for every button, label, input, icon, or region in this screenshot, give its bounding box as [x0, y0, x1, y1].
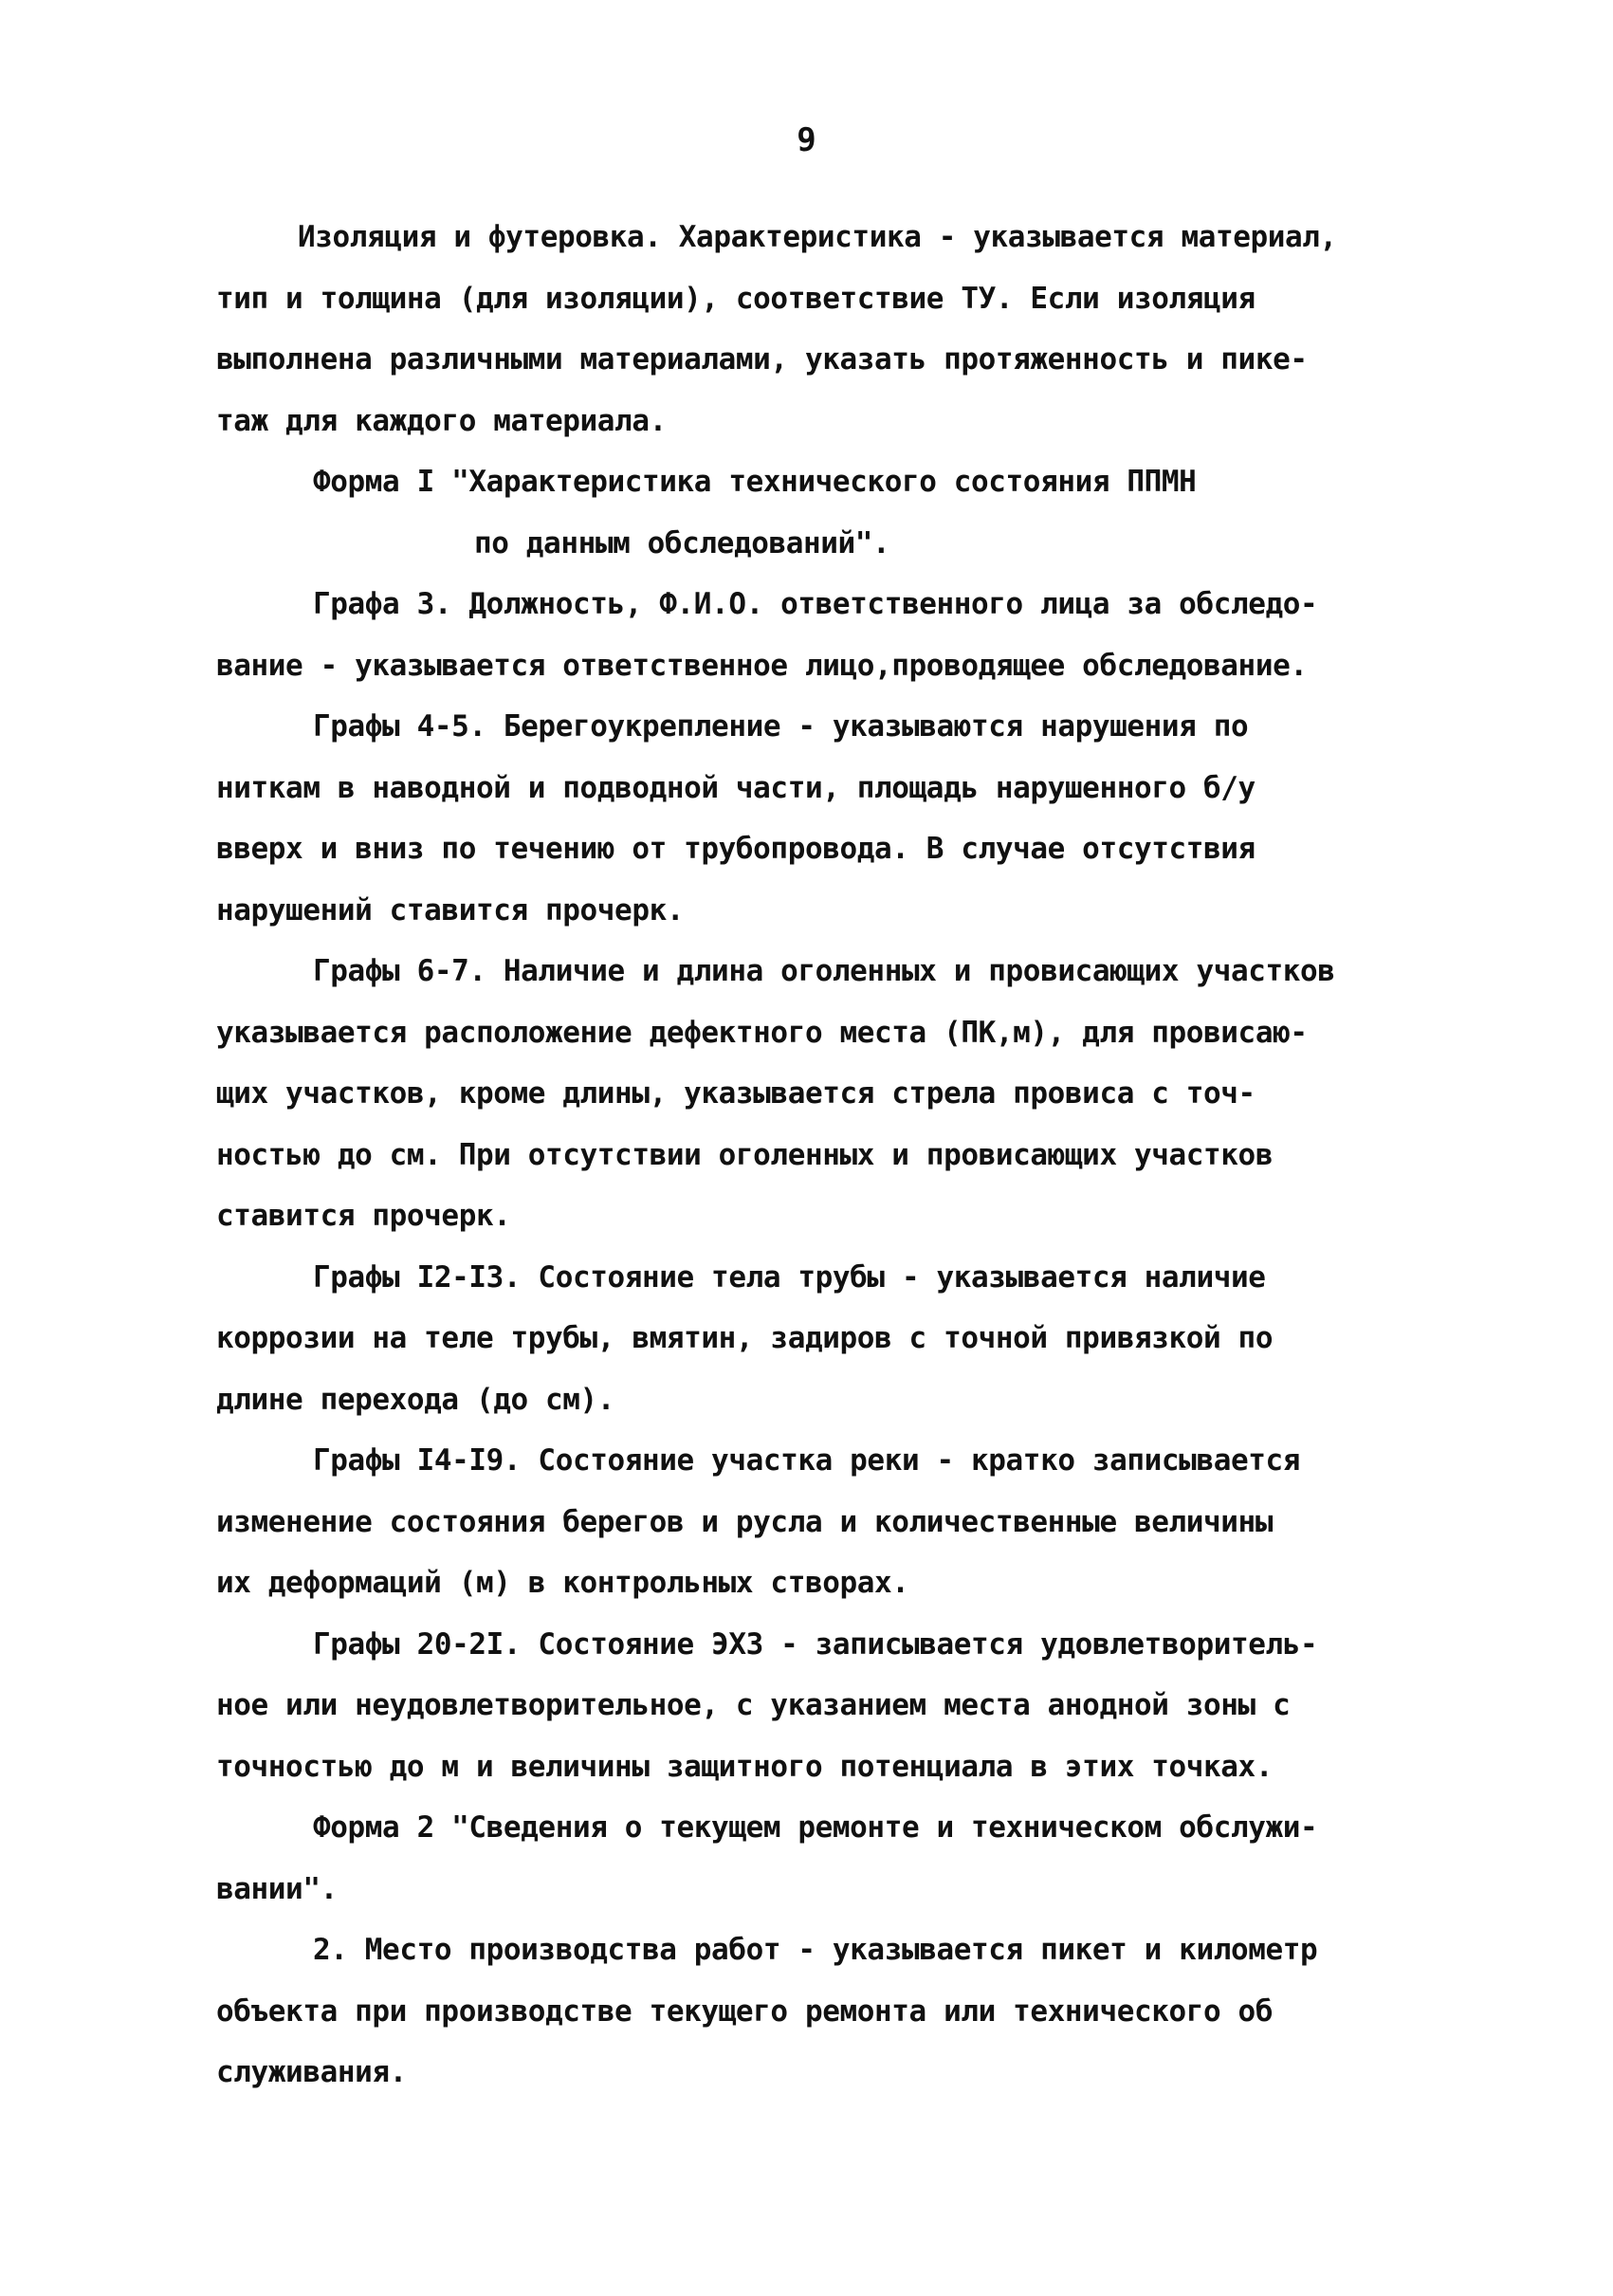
- text-line: точностью до м и величины защитного потенциала в этих точках.: [216, 1749, 1274, 1784]
- paragraph-columns-12-13: [216, 1247, 1439, 1431]
- page-number: 9: [797, 121, 816, 159]
- paragraph-columns-20-21: [216, 1614, 1439, 1798]
- text-line: объекта при производстве текущего ремонта или технического об: [216, 1993, 1274, 2029]
- text-line: ставится прочерк.: [216, 1199, 511, 1233]
- text-line: Графы 6-7. Наличие и длина оголенных и провисающих участков: [313, 954, 1335, 988]
- text-line: служивания.: [216, 2055, 407, 2089]
- text-line: Графы I4-I9. Состояние участка реки - кратко записывается: [313, 1443, 1301, 1478]
- text-line: Графа 3. Должность, Ф.И.О. ответственного лица за обследо-: [313, 587, 1318, 621]
- text-line: изменение состояния берегов и русла и количественные величины: [216, 1504, 1274, 1539]
- paragraph-work-location: [216, 1919, 1439, 2103]
- text-line: ное или неудовлетворительное, с указанием места анодной зоны с: [216, 1688, 1291, 1722]
- paragraph-form-2-heading: [216, 1797, 1439, 1919]
- text-line: указывается расположение дефектного места (ПК,м), для провисаю-: [216, 1015, 1308, 1050]
- paragraph-columns-14-19: [216, 1430, 1439, 1614]
- text-line: 2. Место производства работ - указывается пикет и километр: [313, 1933, 1318, 1967]
- text-line: коррозии на теле трубы, вмятин, задиров с точной привязкой по: [216, 1321, 1274, 1355]
- paragraph-column-3: [216, 574, 1439, 696]
- text-line: вании".: [216, 1871, 338, 1906]
- text-line: нарушений ставится прочерк.: [216, 892, 685, 928]
- paragraph-form-1-heading: [216, 451, 1439, 574]
- text-line: по данным обследований".: [474, 525, 890, 560]
- text-line: таж для каждого материала.: [216, 403, 667, 438]
- text-line: Графы I2-I3. Состояние тела трубы - указывается наличие: [313, 1259, 1266, 1295]
- text-line: вверх и вниз по течению от трубопровода. В случае отсутствия: [216, 832, 1256, 866]
- text-line: выполнена различными материалами, указать протяженность и пике-: [216, 342, 1308, 377]
- text-line: Графы 20-2I. Состояние ЭХЗ - записывается удовлетворитель-: [313, 1626, 1318, 1662]
- text-line: вание - указывается ответственное лицо,проводящее обследование.: [216, 648, 1308, 683]
- paragraph-columns-6-7: [216, 941, 1439, 1247]
- document-body: [216, 207, 1439, 2103]
- text-line: ностью до см. При отсутствии оголенных и провисающих участков: [216, 1137, 1274, 1172]
- text-line: Форма 2 "Сведения о текущем ремонте и техническом обслужи-: [313, 1810, 1318, 1845]
- text-line: их деформаций (м) в контрольных створах.: [216, 1566, 909, 1600]
- text-line: щих участков, кроме длины, указывается стрела провиса с точ-: [216, 1076, 1256, 1111]
- text-line: Форма I "Характеристика технического состояния ППМН: [313, 465, 1197, 499]
- text-line: тип и толщина (для изоляции), соответствие ТУ. Если изоляция: [216, 281, 1256, 316]
- paragraph-insulation: [216, 207, 1439, 451]
- text-line: Графы 4-5. Берегоукрепление - указываются нарушения по: [313, 709, 1249, 744]
- text-line: Изоляция и футеровка. Характеристика - указывается материал,: [298, 220, 1337, 254]
- text-line: ниткам в наводной и подводной части, площадь нарушенного б/у: [216, 770, 1256, 805]
- text-line: длине перехода (до см).: [216, 1382, 615, 1417]
- paragraph-columns-4-5: [216, 696, 1439, 941]
